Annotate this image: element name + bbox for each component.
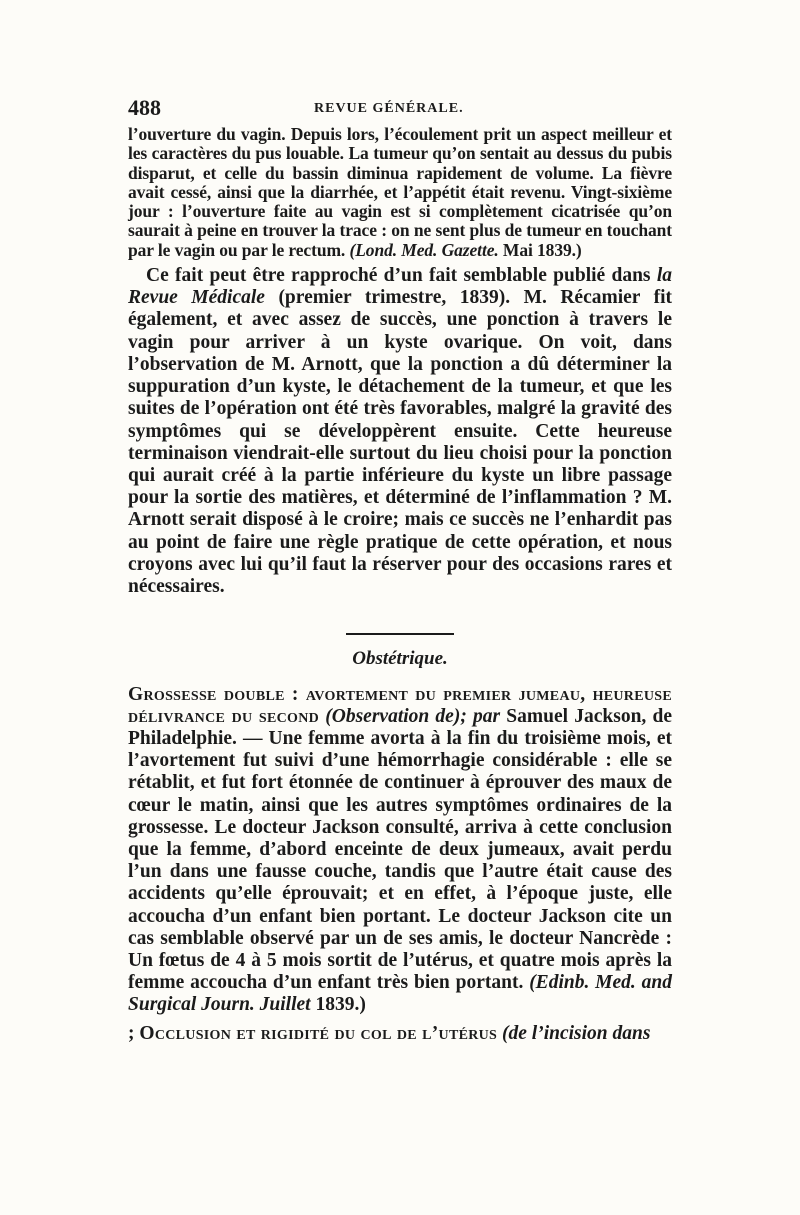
article-twin-pregnancy [128, 684, 672, 1017]
citation-date: 1839.) [310, 994, 366, 1016]
citation-journal: (Edinb. Med. and Surgical Journ. Juillet [128, 972, 673, 1016]
article-text: Une femme avorta à la fin du troisième mois, et l’avortement fut suivi d’une hémorrhagie considérable : elle se rétablit, et fut fort étonnée de continuer à éprouver des maux de cœur le matin, ainsi que les autres symptômes ordinaires de la grossesse. Le docteur Jackson consulté, arriva à cette conclusion que la femme, d’abord enceinte de deux jumeaux, avait perdu l’un dans une fausse couche, tandis que l’autre était cause des accidents qu’elle éprouvait; et en effet, à l’époque juste, elle accoucha d’un enfant bien portant. Le docteur Jackson cite un cas semblable observé par un de ses amis, le docteur Nancrède : Un fœtus de 4 à 5 mois sortit de l’utérus, et quatre mois après la femme accoucha d’un enfant très bien portant. [128, 728, 673, 994]
section-divider [346, 633, 454, 635]
paragraph-text: l’ouverture du vagin. Depuis lors, l’écoulement prit un aspect meilleur et les caractères du pus louable. La tumeur qu’on sentait au dessus du pubis disparut, et celle du bassin diminua rapidement de volume. La fièvre avait cessé, ainsi que la diarrhée, et l’appétit était revenu. Vingt-sixième jour : l’ouverture faite au vagin est si complètement cicatrisée qu’on saurait à peine en trouver la trace : on ne sent plus de tumeur en touchant par le vagin ou par le rectum. [128, 124, 672, 260]
paragraph-lead: Ce fait peut être rapproché d’un fait semblable publié dans [146, 265, 657, 287]
section-title: Obstétrique. [352, 647, 448, 669]
paragraph-text: (premier trimestre, 1839). M. Récamier fit également, et avec assez de succès, une ponction à travers le vagin pour arriver à un kyste ovarique. On voit, dans l’observation de M. Arnott, que la ponction a dû déterminer la suppuration d’un kyste, le détachement de la tumeur, et que les suites de l’opération ont été très favorables, malgré la gravité des symptômes qui se développèrent ensuite. Cette heureuse terminaison viendrait-elle surtout du lieu choisi pour la ponction qui aurait créé à la partie inférieure du kyste un libre passage pour la sortie des matières, et déterminé de l’inflammation ? M. Arnott serait disposé à le croire; mais ce succès ne l’enhardit pas au point de faire une règle pratique de cette opération, et nous croyons avec lui qu’il faut la réserver pour des occasions rares et nécessaires. [128, 287, 672, 597]
citation-journal: (Lond. Med. Gazette. [349, 239, 499, 260]
page-header [128, 95, 672, 123]
paragraph-case-conclusion [128, 125, 672, 260]
paragraph-commentary [128, 265, 672, 598]
article-author: Samuel Jackson, de Philadelphie. — [128, 705, 672, 750]
article-subtitle: (de l’incision dans [497, 1022, 651, 1044]
page-number: 488 [128, 95, 161, 120]
book-page [128, 95, 672, 1045]
citation-date: Mai 1839.) [498, 239, 582, 260]
article-occlusion [128, 1023, 672, 1045]
article-observation: (Observation de); [325, 705, 467, 727]
running-head: REVUE GÉNÉRALE. [314, 101, 464, 116]
article-heading: Grossesse double : avortement du premier jumeau, heureuse délivrance du second [128, 683, 672, 727]
article-par: par [466, 705, 501, 727]
journal-title: la Revue Médicale [128, 265, 672, 309]
article-heading: Occlusion et rigidité du col de l’utérus [139, 1022, 498, 1044]
article-prefix: ; [128, 1022, 140, 1044]
